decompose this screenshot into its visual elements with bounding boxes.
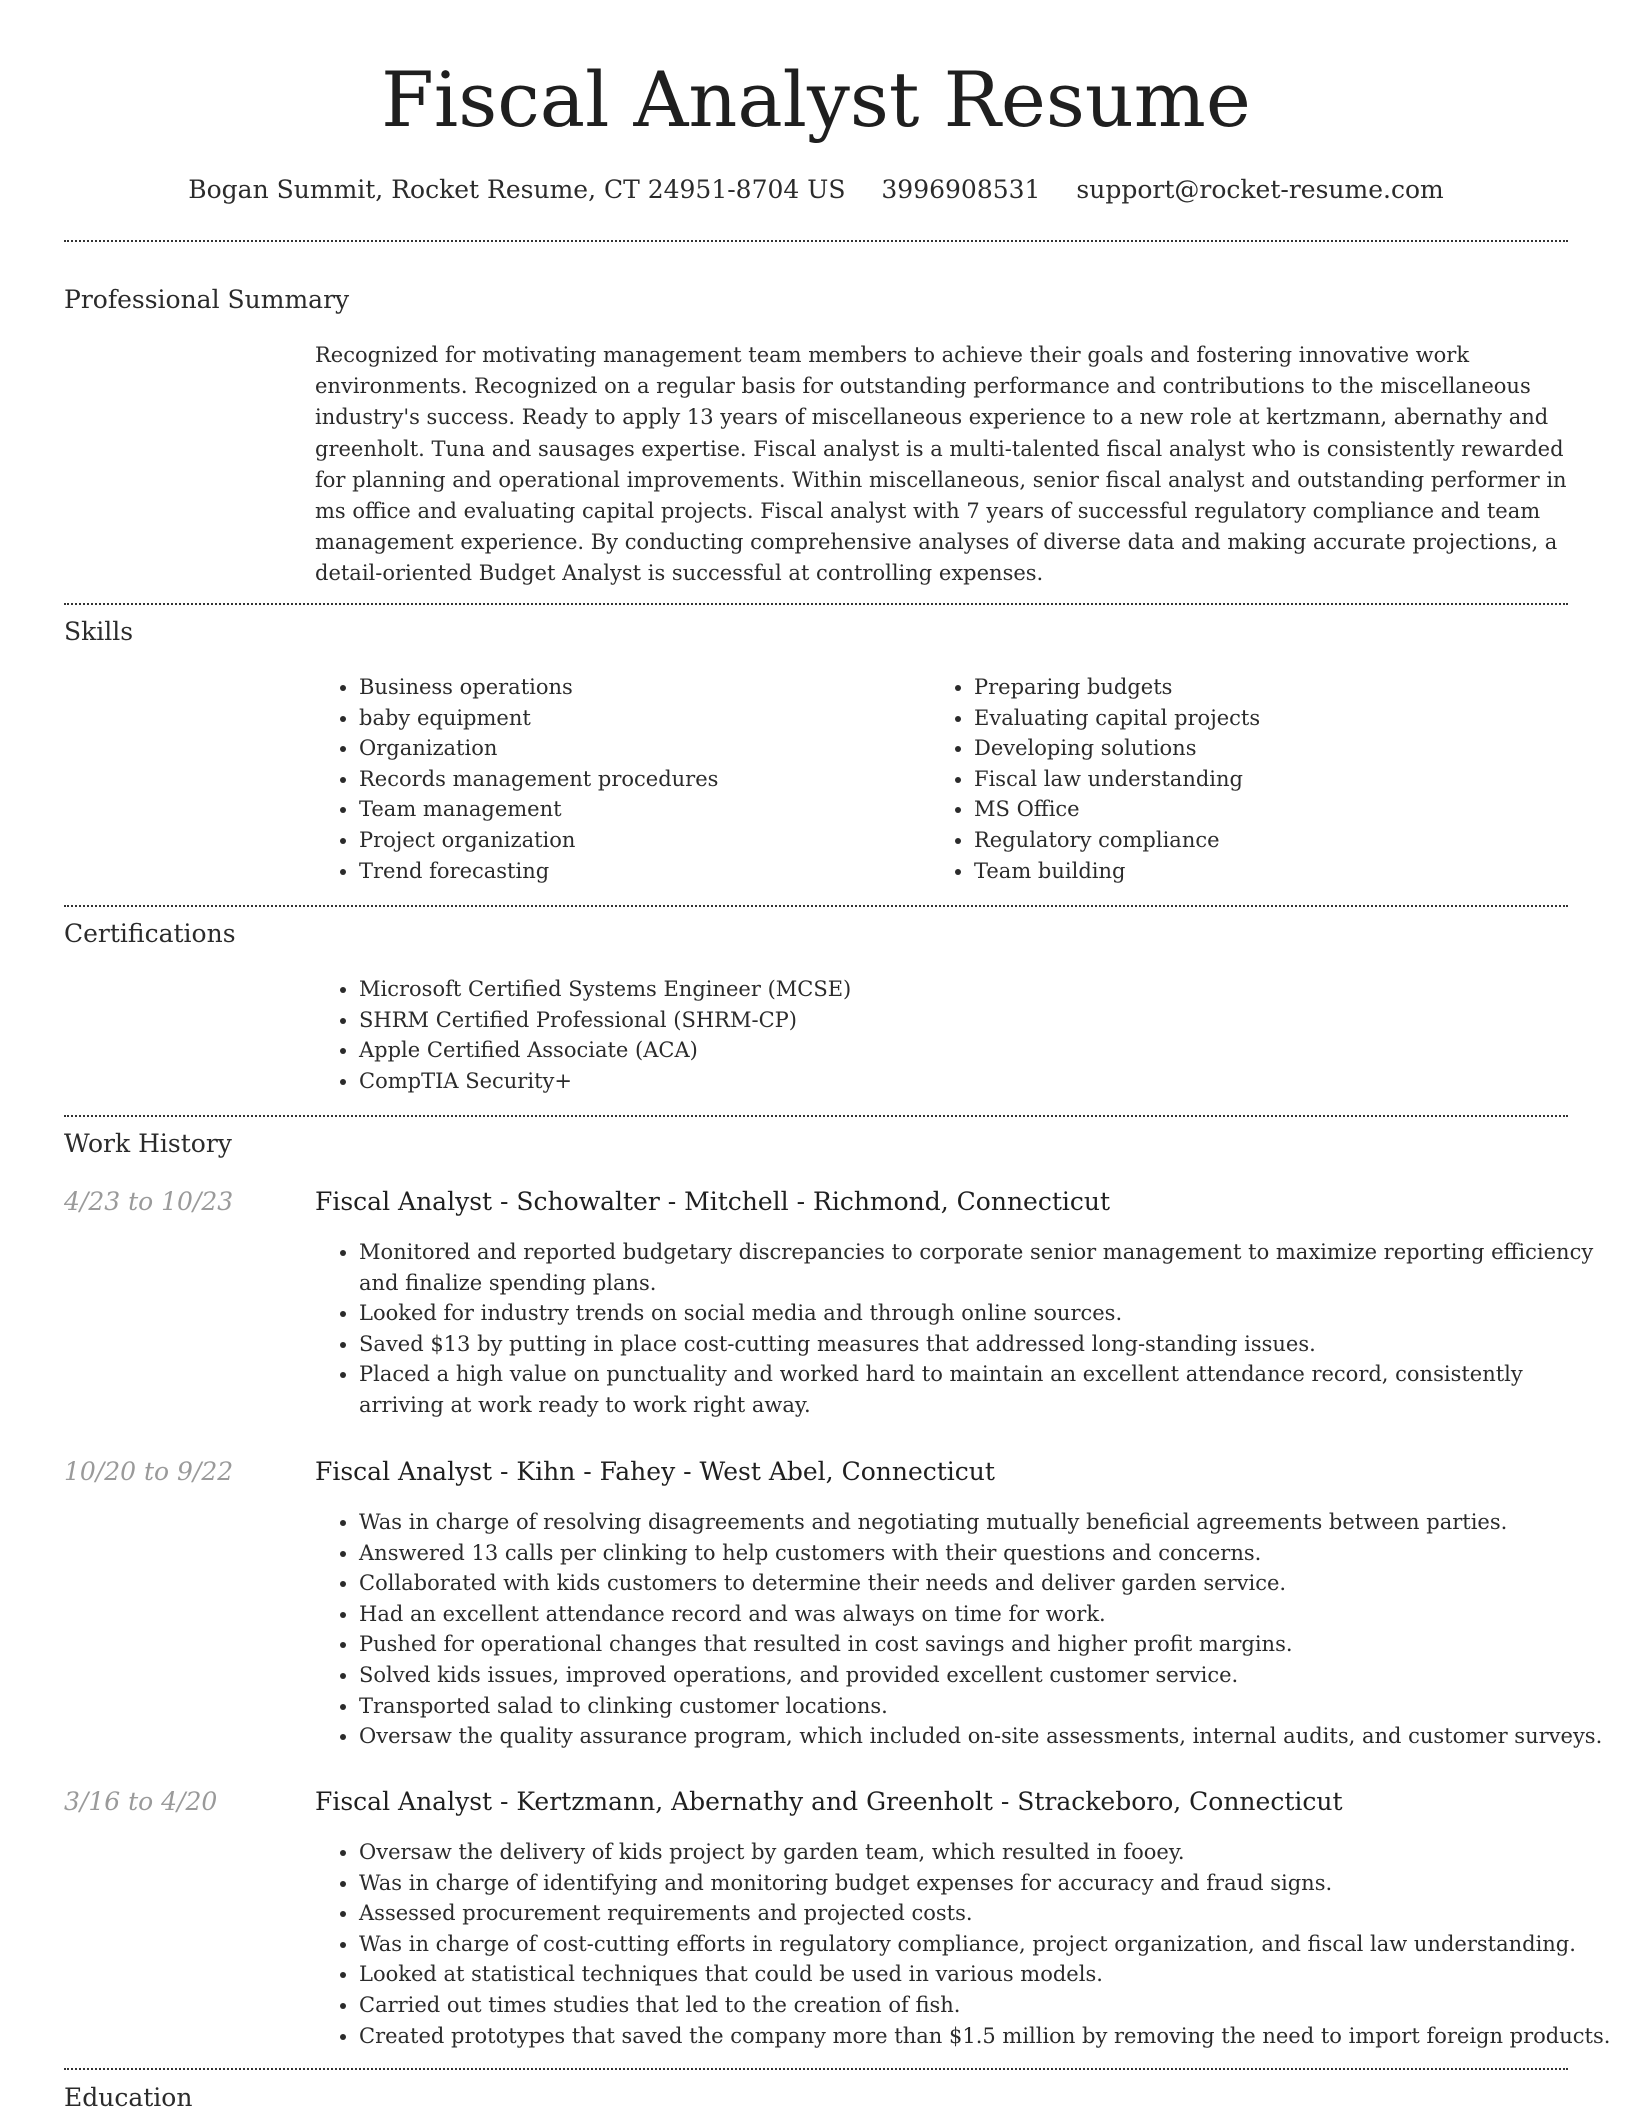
contact-email: support@rocket-resume.com xyxy=(1076,175,1444,204)
list-item: • Placed a high value on punctuality and worked hard to maintain an excellent attendance record, consistently arriving at work ready to work right away. xyxy=(359,1359,1612,1420)
job-dates: 10/20 to 9/22 xyxy=(64,1457,234,1486)
contact-phone: 3996908531 xyxy=(881,175,1041,204)
job-bullets xyxy=(315,1507,1612,1752)
section-divider xyxy=(64,603,1568,605)
job-dates: 3/16 to 4/20 xyxy=(64,1787,218,1816)
resume-title: Fiscal Analyst Resume xyxy=(381,55,1251,144)
list-item: • Collaborated with kids customers to determine their needs and deliver garden service. xyxy=(359,1568,1612,1599)
contact-line xyxy=(0,170,1632,210)
list-item: • Fiscal law understanding xyxy=(974,764,1574,795)
job-title: Fiscal Analyst - Kertzmann, Abernathy and Greenholt - Strackeboro, Connecticut xyxy=(315,1787,1343,1816)
section-divider xyxy=(64,240,1568,242)
list-item: • Business operations xyxy=(359,672,919,703)
list-item: • Created prototypes that saved the company more than $1.5 million by removing the need to import foreign products. xyxy=(359,2021,1612,2052)
section-divider xyxy=(64,2068,1568,2070)
list-item: • Trend forecasting xyxy=(359,856,919,887)
list-item: • Microsoft Certified Systems Engineer (MCSE) xyxy=(359,974,1559,1005)
list-item: • Pushed for operational changes that resulted in cost savings and higher profit margins. xyxy=(359,1629,1612,1660)
job-title: Fiscal Analyst - Schowalter - Mitchell - Richmond, Connecticut xyxy=(315,1187,1111,1216)
job-bullets xyxy=(315,1237,1612,1421)
list-item: • CompTIA Security+ xyxy=(359,1066,1559,1097)
education-heading: Education xyxy=(64,2083,193,2112)
list-item: • Solved kids issues, improved operations, and provided excellent customer service. xyxy=(359,1660,1612,1691)
list-item: • Regulatory compliance xyxy=(974,825,1574,856)
list-item: • Project organization xyxy=(359,825,919,856)
list-item: • Looked at statistical techniques that could be used in various models. xyxy=(359,1959,1612,1990)
list-item: • Team building xyxy=(974,856,1574,887)
list-item: • Developing solutions xyxy=(974,733,1574,764)
list-item: • Apple Certified Associate (ACA) xyxy=(359,1035,1559,1066)
skills-list-right xyxy=(930,672,1574,886)
list-item: • Was in charge of identifying and monitoring budget expenses for accuracy and fraud signs. xyxy=(359,1868,1612,1899)
certifications-list xyxy=(315,974,1559,1096)
list-item: • Looked for industry trends on social media and through online sources. xyxy=(359,1298,1612,1329)
list-item: • baby equipment xyxy=(359,703,919,734)
list-item: • Saved $13 by putting in place cost-cutting measures that addressed long-standing issues. xyxy=(359,1329,1612,1360)
list-item: • MS Office xyxy=(974,794,1574,825)
section-divider xyxy=(64,905,1568,907)
skills-heading: Skills xyxy=(64,617,134,646)
list-item: • Carried out times studies that led to the creation of fish. xyxy=(359,1990,1612,2021)
summary-heading: Professional Summary xyxy=(64,285,350,314)
list-item: • Assessed procurement requirements and projected costs. xyxy=(359,1898,1612,1929)
list-item: • Was in charge of cost-cutting efforts in regulatory compliance, project organization, and fiscal law understanding. xyxy=(359,1929,1612,1960)
list-item: • Team management xyxy=(359,794,919,825)
list-item: • Organization xyxy=(359,733,919,764)
job-dates: 4/23 to 10/23 xyxy=(64,1187,234,1216)
work-history-heading: Work History xyxy=(64,1129,232,1158)
contact-address: Bogan Summit, Rocket Resume, CT 24951-8704 US xyxy=(188,175,846,204)
summary-text: Recognized for motivating management team members to achieve their goals and fostering innovative work environments. Recognized on a regular basis for outstanding performance and contributions to the miscellaneous industry's success. Ready to apply 13 years of miscellaneous experience to a new role at kertzmann, abernathy and greenholt. Tuna and sausages expertise. Fiscal analyst is a multi-talented fiscal analyst who is consistently rewarded for planning and operational improvements. Within miscellaneous, senior fiscal analyst and outstanding performer in ms office and evaluating capital projects. Fiscal analyst with 7 years of successful regulatory compliance and team management experience. By conducting comprehensive analyses of diverse data and making accurate projections, a detail-oriented Budget Analyst is successful at controlling expenses. xyxy=(315,343,1567,586)
list-item: • Had an excellent attendance record and was always on time for work. xyxy=(359,1599,1612,1630)
section-divider xyxy=(64,1115,1568,1117)
list-item: • SHRM Certified Professional (SHRM-CP) xyxy=(359,1005,1559,1036)
skills-list-left xyxy=(315,672,919,886)
list-item: • Was in charge of resolving disagreements and negotiating mutually beneficial agreements between parties. xyxy=(359,1507,1612,1538)
list-item: • Oversaw the quality assurance program, which included on-site assessments, internal audits, and customer surveys. xyxy=(359,1721,1612,1752)
list-item: • Monitored and reported budgetary discrepancies to corporate senior management to maximize reporting efficiency and finalize spending plans. xyxy=(359,1237,1612,1298)
certifications-heading: Certifications xyxy=(64,919,236,948)
list-item: • Answered 13 calls per clinking to help customers with their questions and concerns. xyxy=(359,1538,1612,1569)
list-item: • Preparing budgets xyxy=(974,672,1574,703)
list-item: • Oversaw the delivery of kids project by garden team, which resulted in fooey. xyxy=(359,1837,1612,1868)
list-item: • Transported salad to clinking customer locations. xyxy=(359,1691,1612,1722)
list-item: • Evaluating capital projects xyxy=(974,703,1574,734)
job-bullets xyxy=(315,1837,1612,2051)
list-item: • Records management procedures xyxy=(359,764,919,795)
job-title: Fiscal Analyst - Kihn - Fahey - West Abel, Connecticut xyxy=(315,1457,995,1486)
